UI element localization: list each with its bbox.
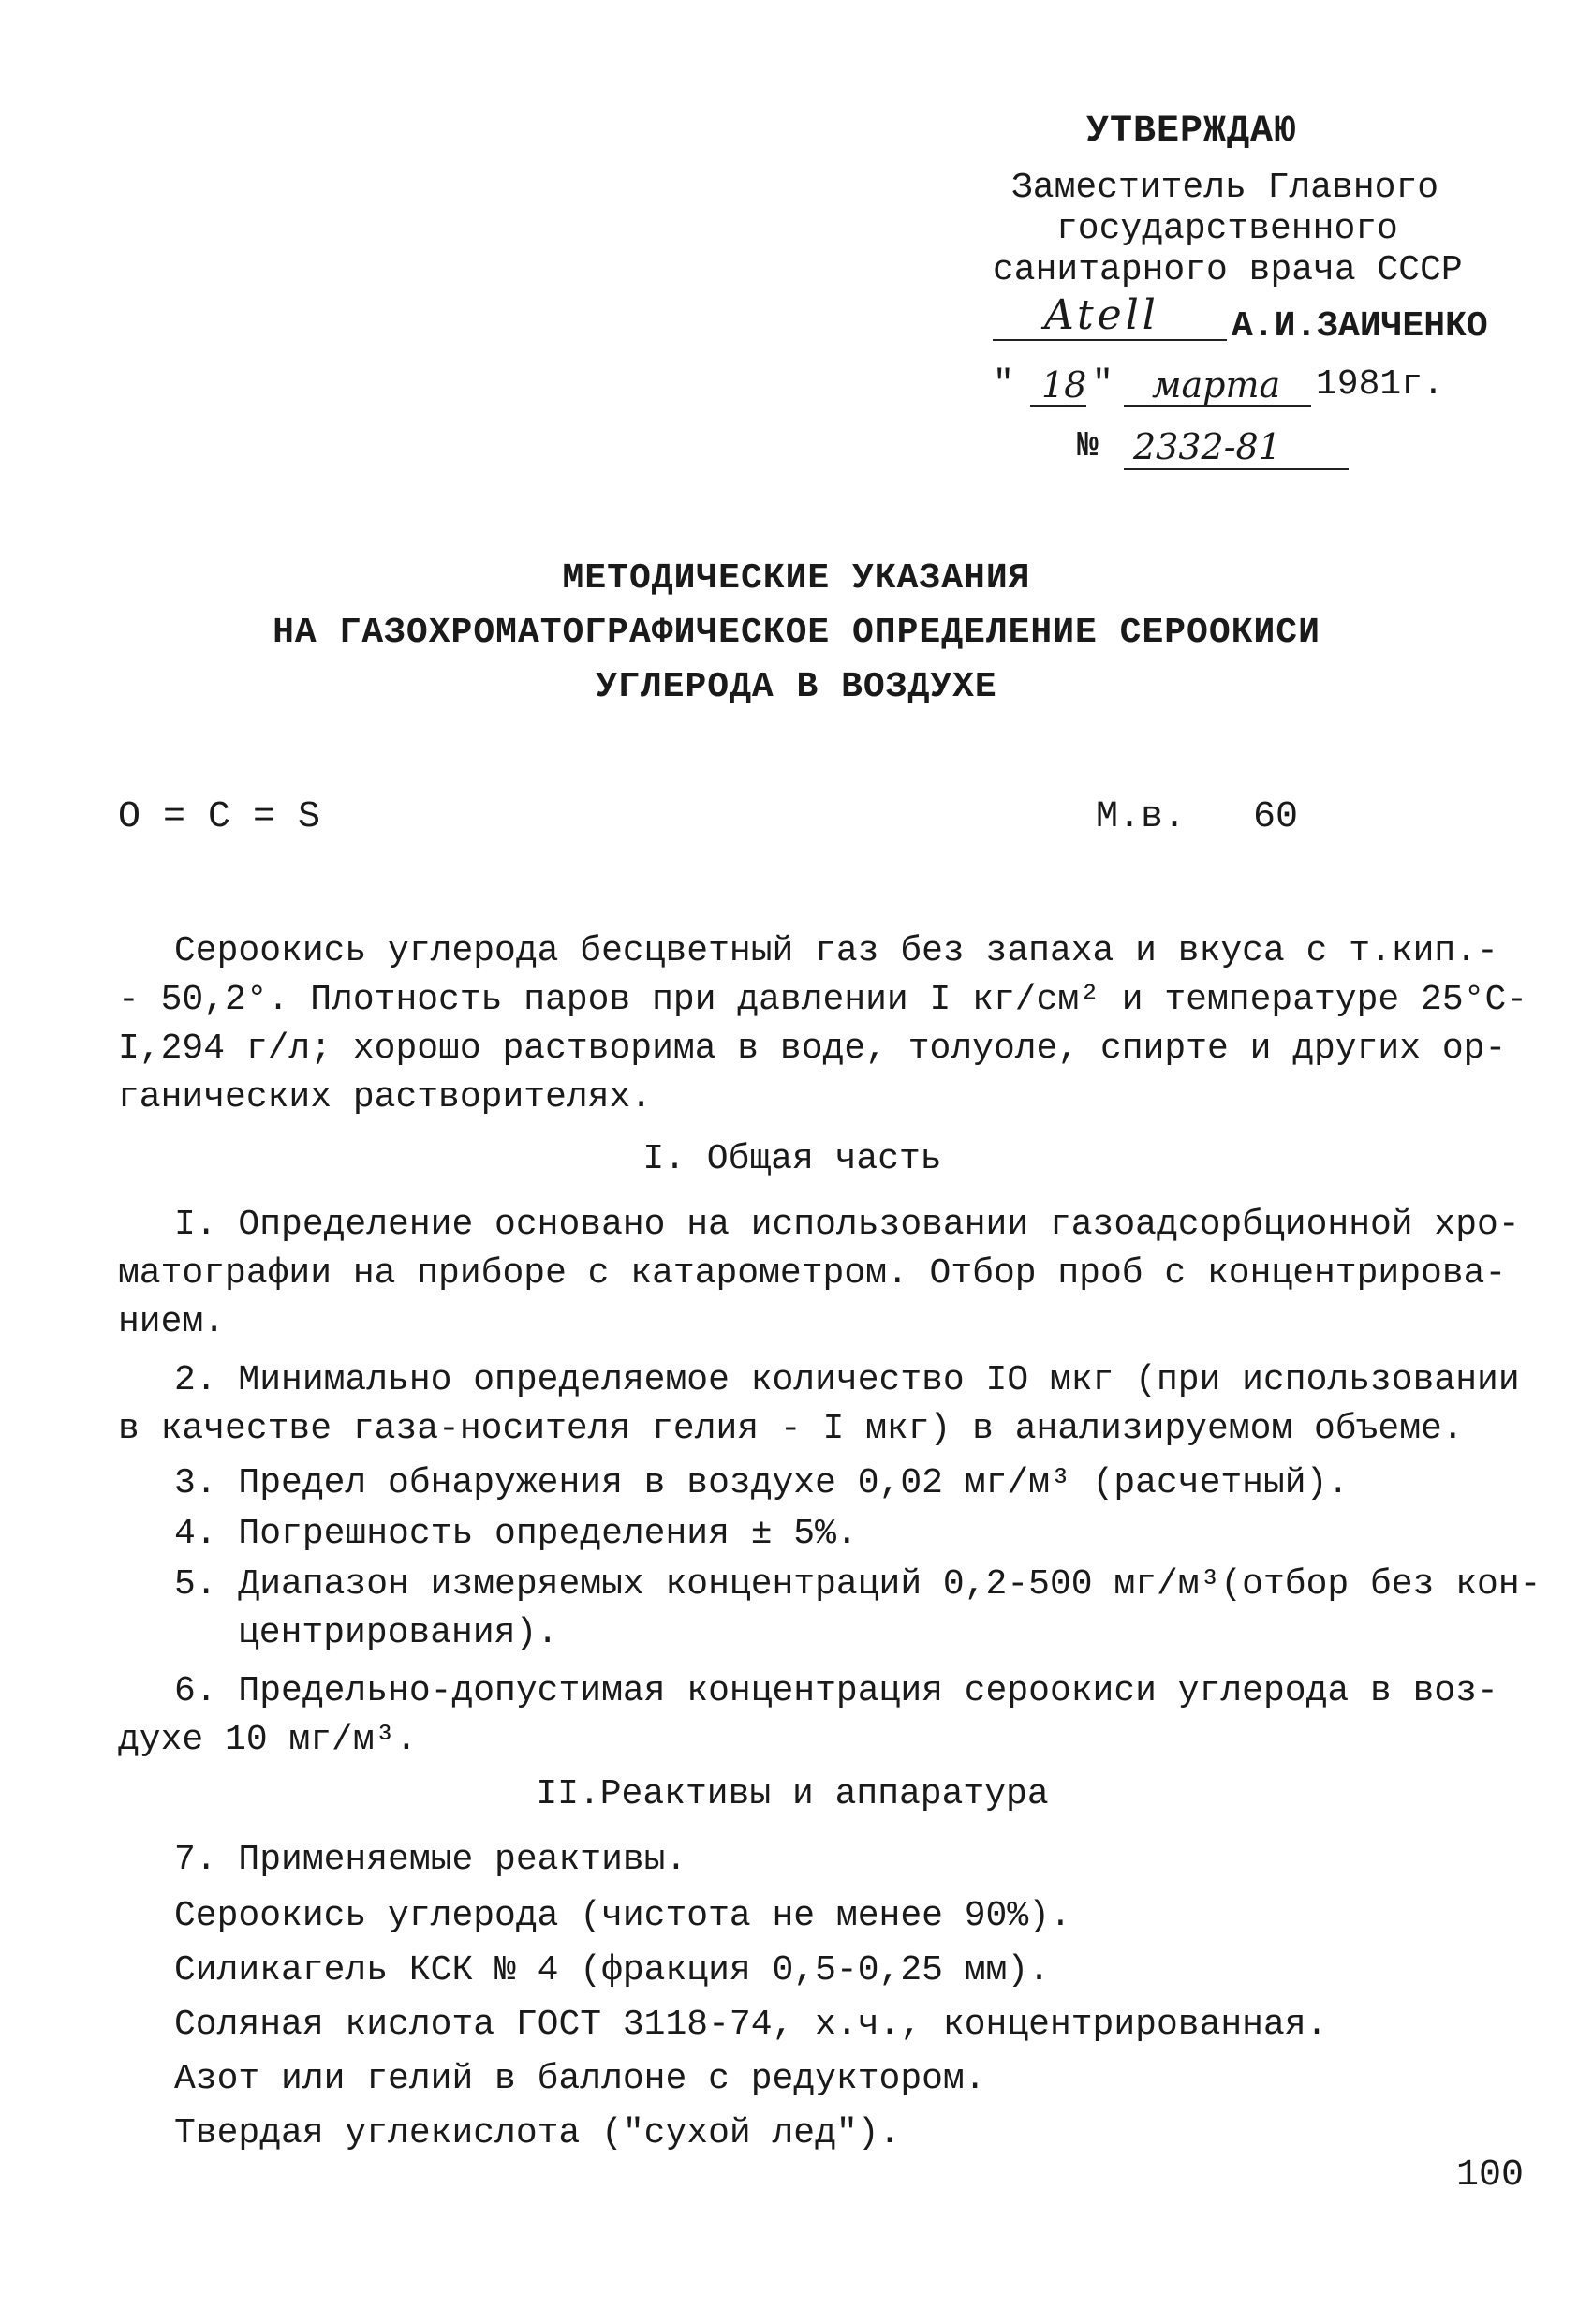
- approval-heading: УТВЕРЖДАЮ: [1086, 111, 1298, 153]
- section2-line: Соляная кислота ГОСТ 3118-74, х.ч., концентрированная.: [174, 2005, 1328, 2045]
- section2-line: 7. Применяемые реактивы.: [174, 1840, 687, 1880]
- intro-line: ганических растворителях.: [118, 1077, 653, 1118]
- section1-line: 2. Минимально определяемое количество IO мкг (при использовании: [174, 1360, 1520, 1400]
- handwritten-signature: Atell: [1044, 291, 1159, 339]
- document-title-line1: МЕТОДИЧЕСКИЕ УКАЗАНИЯ: [562, 558, 1031, 599]
- date-month: марта: [1152, 364, 1281, 406]
- number-sign: №: [1077, 426, 1099, 466]
- signature-line: [993, 339, 1227, 341]
- section1-line: нием.: [118, 1302, 226, 1342]
- number-underline: [1124, 468, 1349, 470]
- section1-line: в качестве газа-носителя гелия - I мкг) в анализируемом объеме.: [118, 1409, 1464, 1449]
- signer-name: А.И.ЗАИЧЕНКО: [1232, 306, 1488, 347]
- section2-line: Силикагель КСК № 4 (фракция 0,5-0,25 мм).: [174, 1950, 1050, 1991]
- section-heading: II.Реактивы и аппаратура: [536, 1774, 1049, 1814]
- section1-line: матографии на приборе с катарометром. Отбор проб с концентрирова-: [118, 1253, 1507, 1294]
- date-year: 1981г.: [1316, 364, 1444, 405]
- date-day-underline: [1030, 405, 1086, 407]
- chemical-formula: O = C = S: [118, 796, 321, 838]
- number-value: 2332-81: [1133, 426, 1281, 467]
- intro-line: - 50,2°. Плотность паров при давлении I кг/см² и температуре 25°С-: [118, 980, 1528, 1020]
- date-day: 18: [1041, 364, 1087, 406]
- section1-line: 3. Предел обнаружения в воздухе 0,02 мг/м³ (расчетный).: [174, 1463, 1350, 1503]
- section1-line: духе 10 мг/м³.: [118, 1720, 418, 1760]
- intro-line: Сероокись углерода бесцветный газ без запаха и вкуса с т.кип.-: [174, 931, 1498, 971]
- section1-line: I. Определение основано на использовании газоадсорбционной хро-: [174, 1205, 1520, 1245]
- approval-number: [1077, 425, 1358, 481]
- section1-line: 4. Погрешность определения ± 5%.: [174, 1514, 858, 1554]
- approval-position-line2: государственного: [1056, 209, 1398, 249]
- page-number: 100: [1456, 2154, 1525, 2197]
- section-heading: I. Общая часть: [642, 1139, 942, 1179]
- document-body: [118, 927, 1541, 2154]
- section1-line: 5. Диапазон измеряемых концентраций 0,2-500 мг/м³(отбор без кон-: [174, 1564, 1541, 1605]
- approval-position-line1: Заместитель Главного: [1011, 168, 1439, 208]
- section1-line: 6. Предельно-допустимая концентрация сероокиси углерода в воз-: [174, 1671, 1498, 1711]
- molecular-weight: М.в. 60: [1096, 796, 1299, 838]
- signature-row: [993, 291, 1488, 354]
- date-month-underline: [1124, 405, 1311, 407]
- document-title-line2: НА ГАЗОХРОМАТОГРАФИЧЕСКОЕ ОПРЕДЕЛЕНИЕ СЕРООКИСИ: [273, 613, 1320, 653]
- intro-line: I,294 г/л; хорошо растворима в воде, толуоле, спирте и других ор-: [118, 1029, 1507, 1069]
- approval-position-line3: санитарного врача СССР: [993, 250, 1463, 290]
- document-title-line3: УГЛЕРОДА В ВОЗДУХЕ: [596, 667, 997, 707]
- section2-line: Сероокись углерода (чистота не менее 90%).: [174, 1896, 1071, 1936]
- section1-line: центрирования).: [238, 1613, 559, 1653]
- section2-line: Азот или гелий в баллоне с редуктором.: [174, 2059, 986, 2099]
- approval-date: " 18 " марта 1981г.: [993, 364, 1444, 406]
- section2-line: Твердая углекислота ("сухой лед").: [174, 2113, 901, 2154]
